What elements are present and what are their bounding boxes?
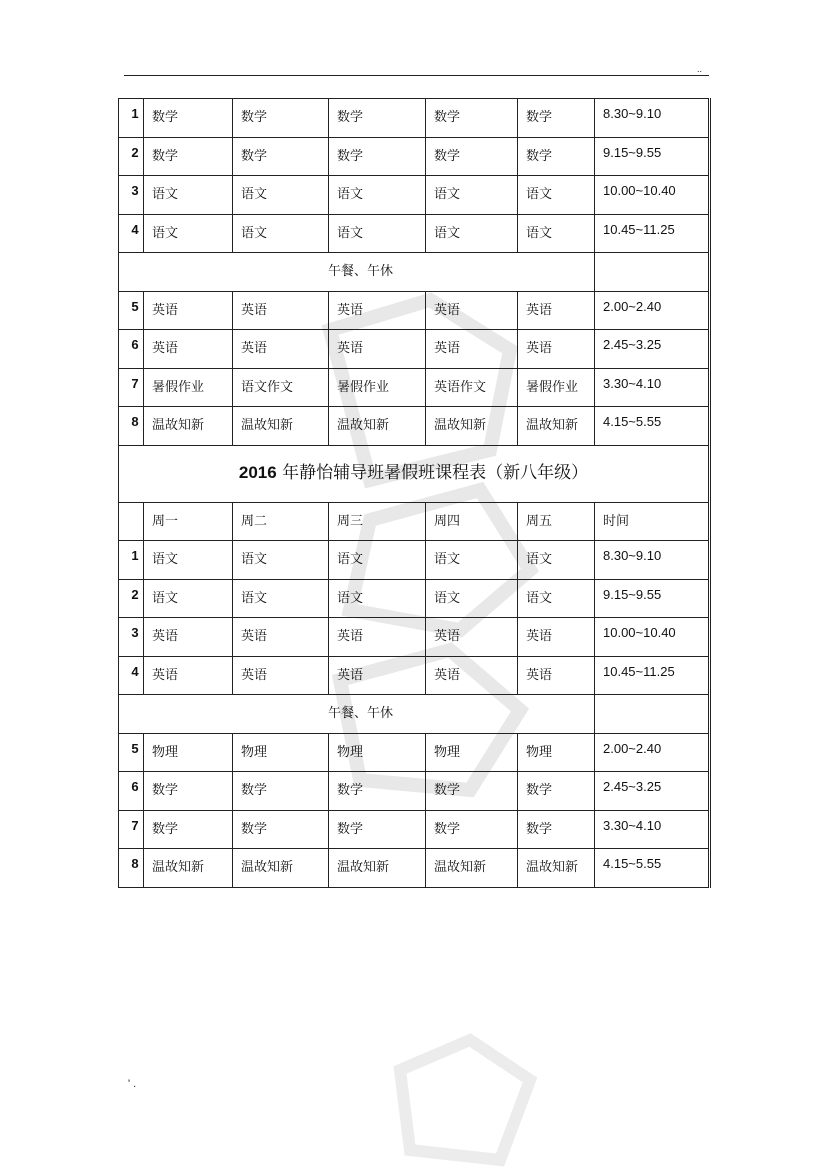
schedule-cell: 数学 [144, 99, 233, 138]
schedule-cell: 语文 [426, 541, 518, 580]
time-cell: 8.30~9.10 [595, 99, 710, 138]
schedule-cell: 数学 [233, 99, 329, 138]
schedule-cell: 物理 [144, 733, 233, 772]
schedule-cell: 语文 [518, 541, 595, 580]
header-empty-cell [119, 502, 144, 541]
break-row [119, 253, 710, 292]
schedule-cell: 语文 [144, 214, 233, 253]
schedule-cell: 语文 [233, 214, 329, 253]
schedule-cell: 温故知新 [329, 849, 426, 888]
header-row [119, 502, 710, 541]
schedule-cell: 语文 [233, 176, 329, 215]
table-row [119, 99, 710, 138]
schedule-cell: 数学 [426, 810, 518, 849]
row-number: 5 [119, 291, 144, 330]
time-cell: 9.15~9.55 [595, 579, 710, 618]
time-cell: 8.30~9.10 [595, 541, 710, 580]
schedule-cell: 数学 [518, 137, 595, 176]
schedule-cell: 温故知新 [518, 407, 595, 446]
schedule-cell: 数学 [144, 772, 233, 811]
row-number: 3 [119, 176, 144, 215]
time-cell: 2.45~3.25 [595, 330, 710, 369]
schedule-cell: 英语 [518, 656, 595, 695]
row-number: 2 [119, 137, 144, 176]
schedule-cell: 英语 [233, 656, 329, 695]
table-row [119, 656, 710, 695]
time-cell: 10.45~11.25 [595, 214, 710, 253]
column-header: 周五 [518, 502, 595, 541]
schedule-cell: 英语 [518, 291, 595, 330]
schedule-cell: 温故知新 [233, 849, 329, 888]
schedule-cell: 英语 [329, 330, 426, 369]
schedule-table [118, 98, 711, 888]
table-row [119, 291, 710, 330]
schedule-cell: 数学 [426, 137, 518, 176]
schedule-cell: 温故知新 [518, 849, 595, 888]
title-year: 2016 [238, 462, 277, 482]
schedule-cell: 英语 [426, 618, 518, 657]
time-cell: 4.15~5.55 [595, 407, 710, 446]
time-cell: 2.00~2.40 [595, 733, 710, 772]
row-number: 8 [119, 849, 144, 888]
schedule-cell: 物理 [518, 733, 595, 772]
table-row [119, 330, 710, 369]
schedule-cell: 语文 [426, 579, 518, 618]
schedule-cell: 英语 [144, 618, 233, 657]
schedule-cell: 数学 [233, 810, 329, 849]
time-cell: 2.00~2.40 [595, 291, 710, 330]
schedule-cell: 语文 [329, 579, 426, 618]
table-row [119, 772, 710, 811]
schedule-cell: 英语作文 [426, 368, 518, 407]
schedule-cell: 英语 [144, 656, 233, 695]
schedule-cell: 英语 [426, 656, 518, 695]
time-cell: 10.45~11.25 [595, 656, 710, 695]
schedule-cell: 英语 [426, 291, 518, 330]
row-number: 6 [119, 330, 144, 369]
column-header: 周四 [426, 502, 518, 541]
table-row [119, 368, 710, 407]
schedule-cell: 英语 [329, 656, 426, 695]
empty-time-cell [595, 253, 710, 292]
schedule-cell: 温故知新 [144, 407, 233, 446]
break-row [119, 695, 710, 734]
empty-time-cell [595, 695, 710, 734]
schedule-cell: 语文 [518, 579, 595, 618]
schedule-cell: 数学 [518, 772, 595, 811]
schedule-cell: 英语 [233, 330, 329, 369]
table-row [119, 849, 710, 888]
schedule-cell: 英语 [144, 291, 233, 330]
schedule-cell: 英语 [233, 618, 329, 657]
row-number: 7 [119, 368, 144, 407]
schedule-cell: 语文 [329, 176, 426, 215]
schedule-cell: 语文 [518, 176, 595, 215]
time-cell: 9.15~9.55 [595, 137, 710, 176]
time-cell: 10.00~10.40 [595, 618, 710, 657]
time-cell: 10.00~10.40 [595, 176, 710, 215]
schedule-cell: 温故知新 [144, 849, 233, 888]
row-number: 2 [119, 579, 144, 618]
schedule-cell: 数学 [329, 772, 426, 811]
schedule-cell: 语文 [144, 579, 233, 618]
schedule-cell: 暑假作业 [329, 368, 426, 407]
schedule-cell: 英语 [144, 330, 233, 369]
schedule-cell: 暑假作业 [518, 368, 595, 407]
schedule-cell: 数学 [144, 137, 233, 176]
row-number: 1 [119, 541, 144, 580]
schedule-cell: 温故知新 [329, 407, 426, 446]
schedule-cell: 数学 [518, 99, 595, 138]
header-marker: .. [697, 64, 703, 74]
schedule-cell: 英语 [329, 291, 426, 330]
schedule-cell: 语文 [518, 214, 595, 253]
schedule-cell: 数学 [233, 137, 329, 176]
table-row [119, 176, 710, 215]
schedule-cell: 物理 [329, 733, 426, 772]
schedule-cell: 数学 [518, 810, 595, 849]
schedule-cell: 物理 [233, 733, 329, 772]
schedule-cell: 英语 [329, 618, 426, 657]
page-title [119, 445, 710, 502]
schedule-cell: 语文 [144, 541, 233, 580]
schedule-cell: 语文 [329, 214, 426, 253]
schedule-cell: 英语 [233, 291, 329, 330]
schedule-cell: 英语 [518, 618, 595, 657]
row-number: 7 [119, 810, 144, 849]
schedule-cell: 温故知新 [426, 407, 518, 446]
schedule-cell: 数学 [426, 99, 518, 138]
schedule-cell: 温故知新 [233, 407, 329, 446]
lunch-break-label: 午餐、午休 [119, 695, 595, 734]
row-number: 1 [119, 99, 144, 138]
header-rule [124, 75, 709, 76]
schedule-cell: 语文 [233, 541, 329, 580]
table-row [119, 618, 710, 657]
time-cell: 4.15~5.55 [595, 849, 710, 888]
time-cell: 3.30~4.10 [595, 810, 710, 849]
schedule-cell: 物理 [426, 733, 518, 772]
schedule-cell: 语文 [426, 214, 518, 253]
schedule-cell: 数学 [329, 137, 426, 176]
schedule-cell: 语文 [144, 176, 233, 215]
table-row [119, 214, 710, 253]
title-row [119, 445, 710, 502]
column-header: 周一 [144, 502, 233, 541]
lunch-break-label: 午餐、午休 [119, 253, 595, 292]
watermark-bottom-icon [390, 1030, 540, 1174]
schedule-cell: 温故知新 [426, 849, 518, 888]
row-number: 4 [119, 214, 144, 253]
schedule-cell: 暑假作业 [144, 368, 233, 407]
schedule-cell: 英语 [426, 330, 518, 369]
time-cell: 2.45~3.25 [595, 772, 710, 811]
schedule-cell: 语文 [233, 579, 329, 618]
row-number: 5 [119, 733, 144, 772]
title-text: 年静怡辅导班暑假班课程表（新八年级） [276, 462, 589, 483]
schedule-cell: 数学 [426, 772, 518, 811]
schedule-cell: 数学 [233, 772, 329, 811]
schedule-cell: 语文 [426, 176, 518, 215]
time-cell: 3.30~4.10 [595, 368, 710, 407]
row-number: 6 [119, 772, 144, 811]
column-header: 周三 [329, 502, 426, 541]
row-number: 4 [119, 656, 144, 695]
row-number: 8 [119, 407, 144, 446]
schedule-cell: 数学 [144, 810, 233, 849]
table-row [119, 579, 710, 618]
table-row [119, 810, 710, 849]
row-number: 3 [119, 618, 144, 657]
schedule-cell: 数学 [329, 810, 426, 849]
table-row [119, 137, 710, 176]
column-header: 时间 [595, 502, 710, 541]
footer-marker: ' . [128, 1078, 137, 1090]
schedule-cell: 英语 [518, 330, 595, 369]
table-row [119, 541, 710, 580]
table-row [119, 407, 710, 446]
schedule-cell: 语文作文 [233, 368, 329, 407]
schedule-cell: 语文 [329, 541, 426, 580]
column-header: 周二 [233, 502, 329, 541]
table-row [119, 733, 710, 772]
schedule-cell: 数学 [329, 99, 426, 138]
